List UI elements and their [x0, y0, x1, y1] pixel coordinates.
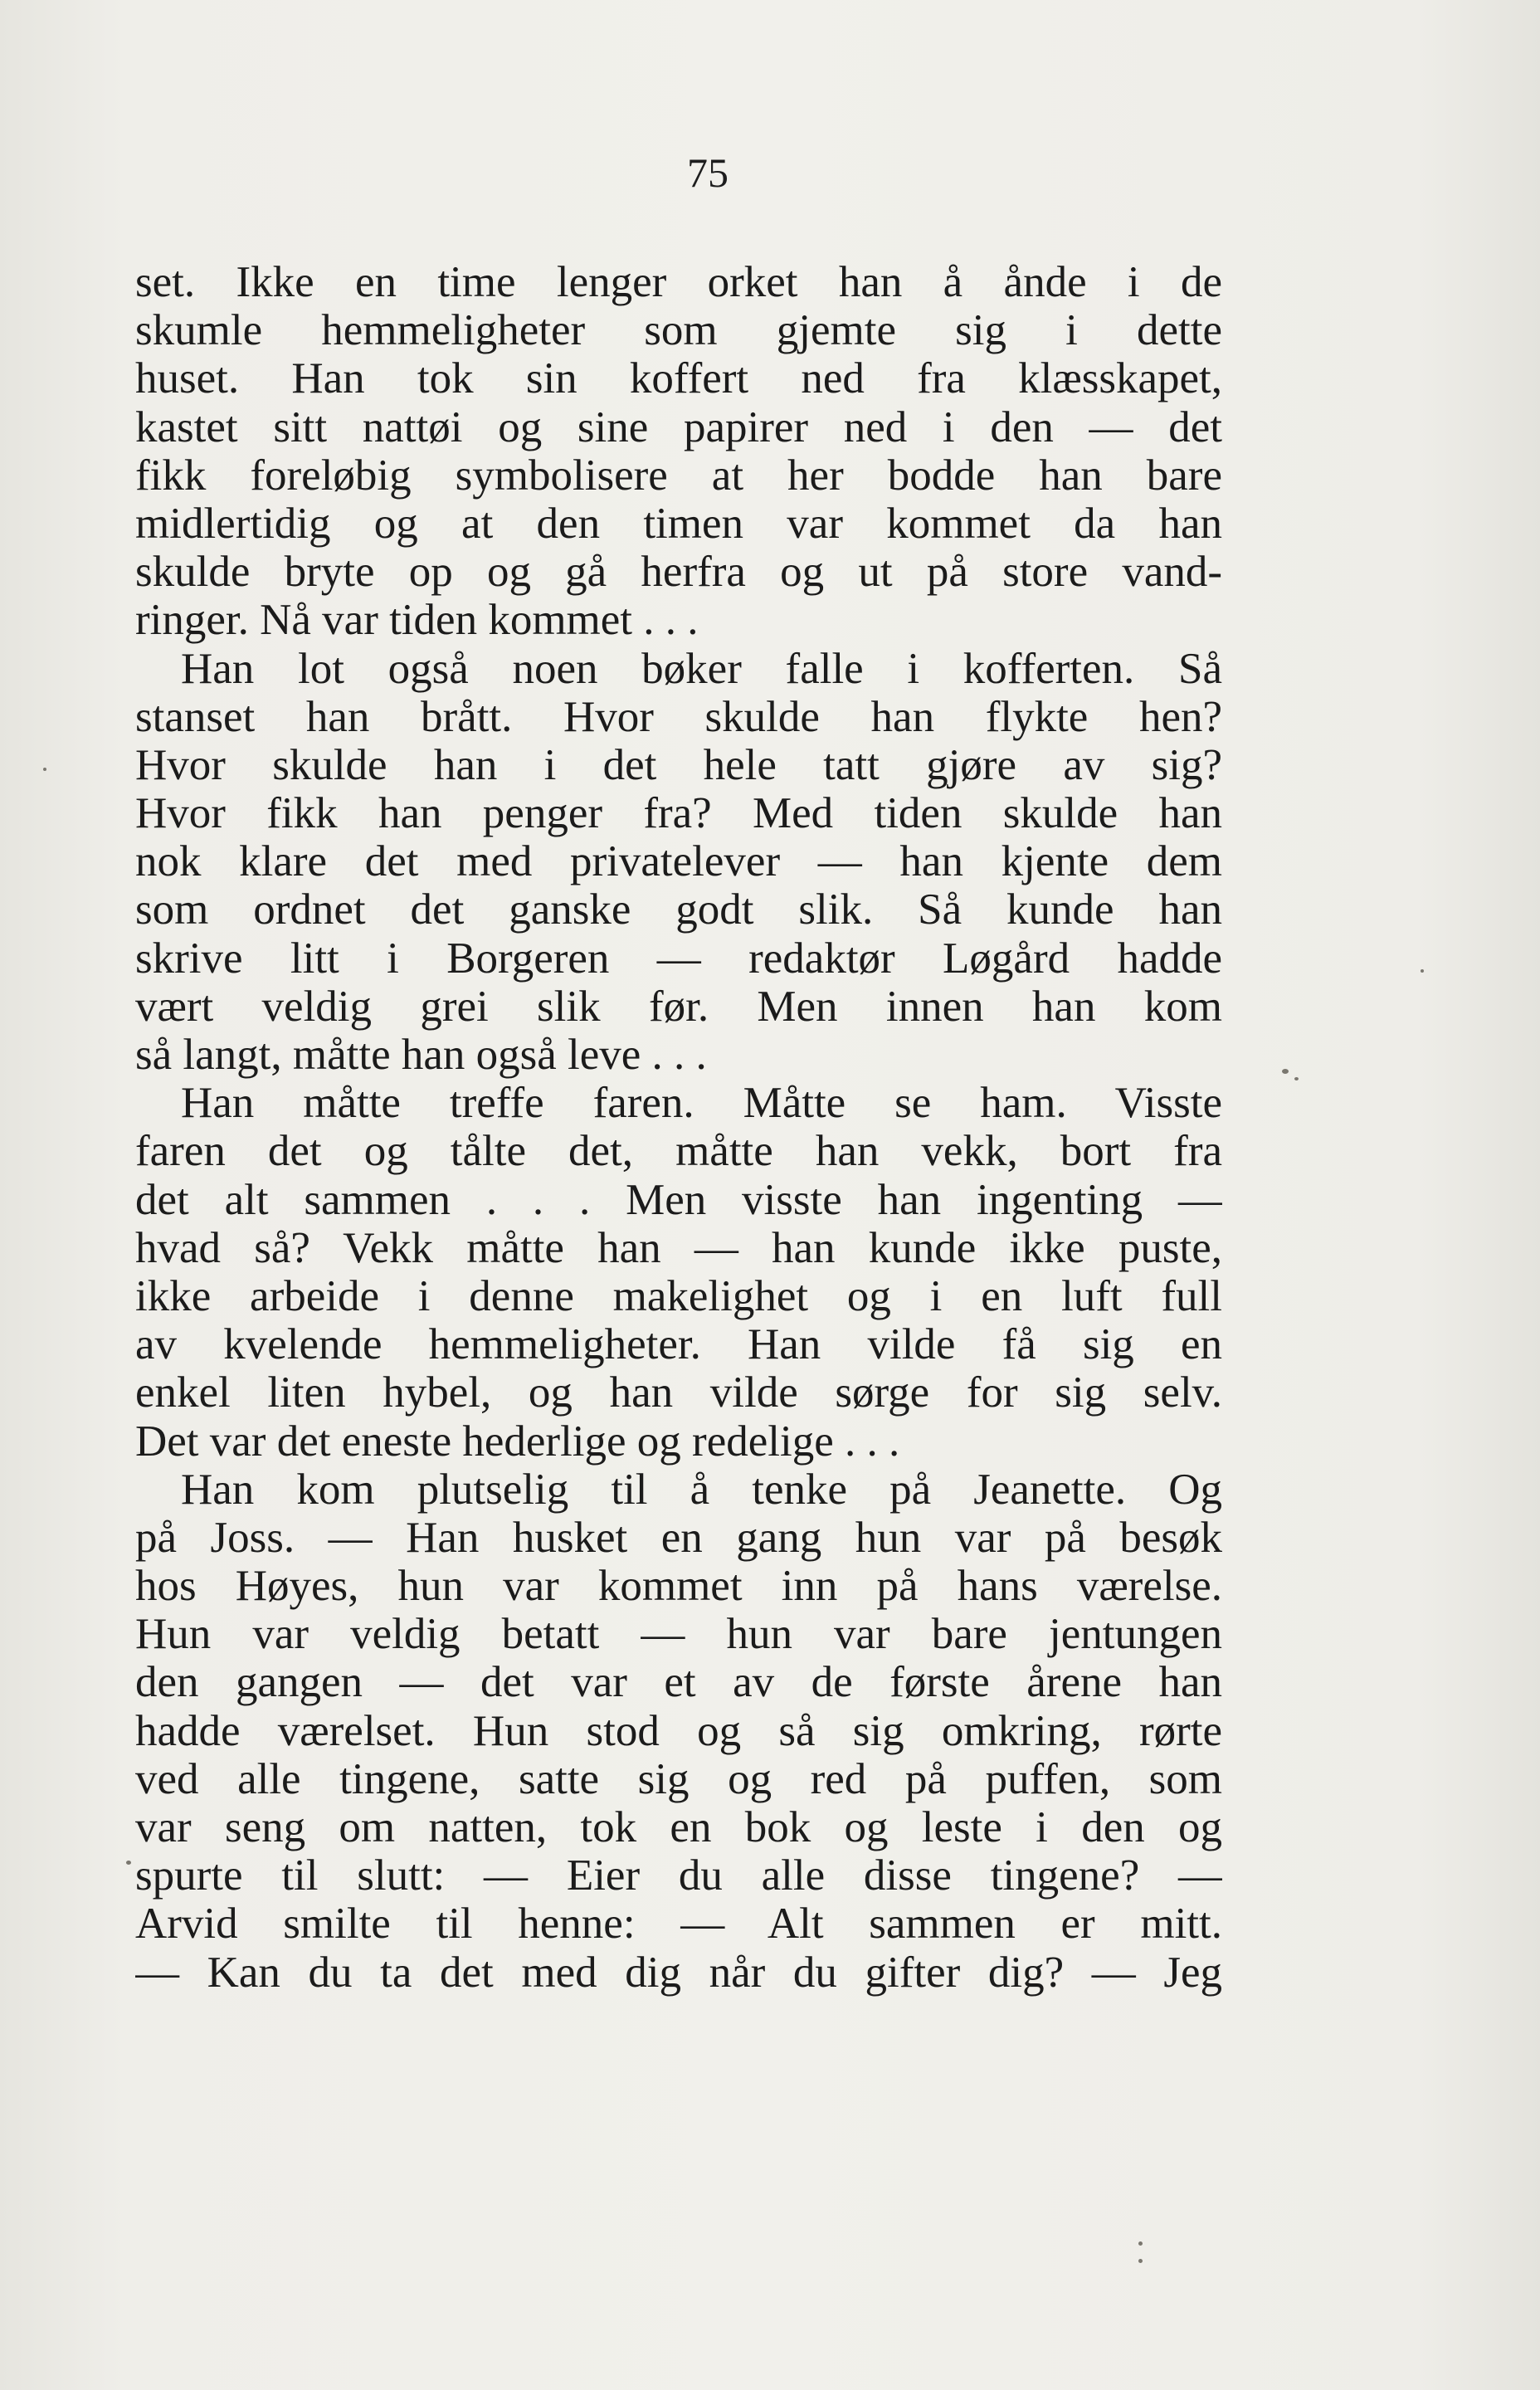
- text-line: skrive litt i Borgeren — redaktør Løgård hadde: [135, 934, 1222, 983]
- text-line: fikk foreløbig symbolisere at her bodde han bare: [135, 451, 1222, 500]
- paper-speck: [1294, 1077, 1299, 1080]
- page-number: 75: [687, 149, 729, 196]
- text-line: Det var det eneste hederlige og redelige . . .: [135, 1417, 900, 1466]
- paper-speck: [126, 1861, 131, 1865]
- body-text: [135, 258, 1222, 1997]
- text-line: Arvid smilte til henne: — Alt sammen er mitt.: [135, 1900, 1222, 1949]
- text-line: det alt sammen . . . Men visste han ingenting —: [135, 1175, 1222, 1224]
- paper-speck: [1282, 1069, 1289, 1074]
- paper-speck: [1421, 969, 1424, 973]
- text-line: Hvor fikk han penger fra? Med tiden skulde han: [135, 789, 1222, 838]
- paper-speck: [1138, 2241, 1143, 2246]
- text-line: stanset han brått. Hvor skulde han flykte hen?: [135, 692, 1222, 741]
- text-line: Han lot også noen bøker falle i kofferten. Så: [181, 644, 1222, 693]
- paper-speck: [43, 768, 46, 771]
- text-line: den gangen — det var et av de første årene han: [135, 1658, 1222, 1707]
- text-line: skumle hemmeligheter som gjemte sig i dette: [135, 306, 1222, 355]
- text-line: nok klare det med privatelever — han kjente dem: [135, 837, 1222, 886]
- text-line: ved alle tingene, satte sig og red på puffen, som: [135, 1754, 1222, 1803]
- text-line: set. Ikke en time lenger orket han å ånde i de: [135, 258, 1222, 306]
- text-line: spurte til slutt: — Eier du alle disse tingene? —: [135, 1851, 1222, 1900]
- text-line: av kvelende hemmeligheter. Han vilde få sig en: [135, 1320, 1222, 1369]
- text-line: ikke arbeide i denne makelighet og i en luft full: [135, 1271, 1222, 1320]
- text-line: hadde værelset. Hun stod og så sig omkring, rørte: [135, 1706, 1222, 1755]
- text-line: hvad så? Vekk måtte han — han kunde ikke puste,: [135, 1223, 1222, 1272]
- text-line: faren det og tålte det, måtte han vekk, bort fra: [135, 1127, 1222, 1176]
- text-line: enkel liten hybel, og han vilde sørge for sig selv.: [135, 1368, 1222, 1417]
- text-line: Hun var veldig betatt — hun var bare jentungen: [135, 1610, 1222, 1659]
- text-line: så langt, måtte han også leve . . .: [135, 1031, 707, 1079]
- text-line: som ordnet det ganske godt slik. Så kunde han: [135, 885, 1222, 934]
- text-line: Han kom plutselig til å tenke på Jeanette. Og: [181, 1465, 1222, 1514]
- text-line: midlertidig og at den timen var kommet da han: [135, 499, 1222, 548]
- text-line: på Joss. — Han husket en gang hun var på besøk: [135, 1513, 1222, 1562]
- text-line: var seng om natten, tok en bok og leste i den og: [135, 1803, 1222, 1851]
- text-line: — Kan du ta det med dig når du gifter dig? — Jeg: [135, 1948, 1222, 1997]
- text-line: vært veldig grei slik før. Men innen han kom: [135, 982, 1222, 1031]
- text-line: hos Høyes, hun var kommet inn på hans værelse.: [135, 1562, 1222, 1611]
- text-line: ringer. Nå var tiden kommet . . .: [135, 596, 699, 645]
- text-line: skulde bryte op og gå herfra og ut på store vand-: [135, 548, 1222, 597]
- text-line: huset. Han tok sin koffert ned fra klæsskapet,: [135, 354, 1222, 403]
- text-line: Hvor skulde han i det hele tatt gjøre av sig?: [135, 740, 1222, 789]
- paper-speck: [1138, 2259, 1143, 2263]
- text-line: kastet sitt nattøi og sine papirer ned i den — det: [135, 402, 1222, 451]
- text-line: Han måtte treffe faren. Måtte se ham. Visste: [181, 1079, 1222, 1128]
